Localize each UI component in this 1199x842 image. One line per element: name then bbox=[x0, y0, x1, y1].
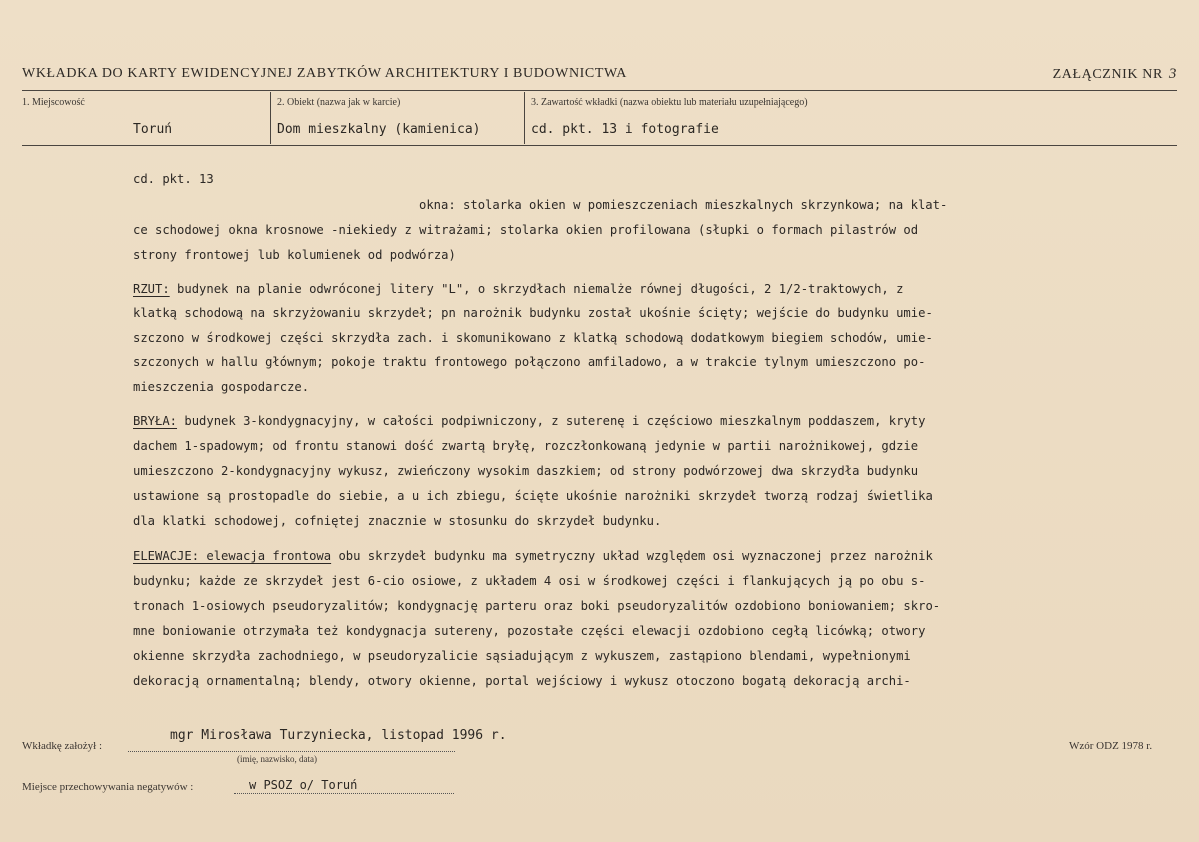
filed-by-caption: (imię, nazwisko, data) bbox=[237, 754, 317, 764]
rzut-heading: RZUT: bbox=[133, 282, 170, 296]
locality-label: 1. Miejscowość bbox=[22, 97, 85, 108]
bryla-line: dachem 1-spadowym; od frontu stanowi dość zwartą bryłę, rozczłonkowaną jedynie w partii narożnikowej, gdzie bbox=[133, 439, 919, 453]
form-title: WKŁADKA DO KARTY EWIDENCYJNEJ ZABYTKÓW ARCHITEKTURY I BUDOWNICTWA bbox=[22, 66, 627, 81]
elewacje-heading: ELEWACJE: elewacja frontowa bbox=[133, 549, 332, 563]
windows-line: ce schodowej okna krosnowe -niekiedy z witrażami; stolarka okien profilowana (słupki o formach pilastrów od bbox=[133, 223, 919, 237]
field-divider bbox=[524, 92, 525, 144]
windows-line: okna: stolarka okien w pomieszczeniach mieszkalnych skrzynkowa; na klat- bbox=[419, 198, 948, 212]
locality-value: Toruń bbox=[133, 122, 173, 137]
rzut-line: szczono w środkowej części skrzydła zach. i skomunikowano z klatką schodową dodatkowym biegiem schodów, umie- bbox=[133, 331, 933, 345]
object-label: 2. Obiekt (nazwa jak w karcie) bbox=[277, 97, 401, 108]
negatives-location-value: w PSOZ o/ Toruń bbox=[249, 778, 358, 792]
continuation-note: cd. pkt. 13 bbox=[133, 172, 214, 186]
filed-by-dotted-line bbox=[128, 751, 455, 752]
elewacje-line: budynku; każde ze skrzydeł jest 6-cio osiowe, z układem 4 osi w środkowej części i flankujących ją po obu s- bbox=[133, 574, 926, 588]
windows-line: strony frontowej lub kolumienek od podwórza) bbox=[133, 248, 456, 262]
negatives-dotted-line bbox=[234, 793, 454, 794]
bryla-line: umieszczono 2-kondygnacyjny wykusz, zwieńczony wysokim daszkiem; od strony podwórzowej dwa skrzydła budynku bbox=[133, 464, 919, 478]
rzut-line: mieszczenia gospodarcze. bbox=[133, 380, 310, 394]
attachment-number-value: 3 bbox=[1168, 66, 1177, 82]
filed-by-label: Wkładkę założył : bbox=[22, 740, 103, 752]
attachment-number bbox=[1053, 66, 1177, 83]
elewacje-line: tronach 1-osiowych pseudoryzalitów; kondygnację parteru oraz boki pseudoryzalitów ozdobiono boniowaniem; skro- bbox=[133, 599, 941, 613]
filed-by-value: mgr Mirosława Turzyniecka, listopad 1996 r. bbox=[170, 728, 507, 743]
bryla-line: ustawione są prostopadle do siebie, a u ich zbiegu, ścięte ukośnie narożniki skrzydeł tworzą rodzaj świetlika bbox=[133, 489, 933, 503]
elewacje-line: okienne skrzydła zachodniego, w pseudoryzalicie sąsiadującym z wykuszem, zastąpiono blendami, wypełnionymi bbox=[133, 649, 911, 663]
elewacje-line: mne boniowanie otrzymała też kondygnacja sutereny, pozostałe części elewacji ozdobiono cegłą licówką; otwory bbox=[133, 624, 926, 638]
form-reference: Wzór ODZ 1978 r. bbox=[1069, 740, 1153, 752]
rzut-line: klatką schodową na skrzyżowaniu skrzydeł; pn narożnik budynku został ukośnie ścięty; wejście do budynku umie- bbox=[133, 306, 933, 320]
bryla-line: BRYŁA: budynek 3-kondygnacyjny, w całości podpiwniczony, z suterenę i częściowo mieszkalnym poddaszem, kryty bbox=[133, 414, 926, 428]
elewacje-line: ELEWACJE: elewacja frontowa obu skrzydeł budynku ma symetryczny układ względem osi wyznaczonej przez narożnik bbox=[133, 549, 933, 563]
contents-value: cd. pkt. 13 i fotografie bbox=[531, 122, 719, 137]
negatives-location-label: Miejsce przechowywania negatywów : bbox=[22, 781, 194, 793]
attachment-label: ZAŁĄCZNIK NR bbox=[1052, 67, 1163, 82]
rzut-line: RZUT: budynek na planie odwróconej litery "L", o skrzydłach niemalże równej długości, 2 1/2-traktowych, z bbox=[133, 282, 904, 296]
object-value: Dom mieszkalny (kamienica) bbox=[277, 122, 481, 137]
bryla-heading: BRYŁA: bbox=[133, 414, 178, 428]
fields-rule bbox=[22, 145, 1177, 146]
header-rule bbox=[22, 90, 1177, 91]
contents-label: 3. Zawartość wkładki (nazwa obiektu lub materiału uzupełniającego) bbox=[531, 97, 808, 108]
elewacje-line: dekoracją ornamentalną; blendy, otwory okienne, portal wejściowy i wykusz otoczono bogatą dekoracją archi- bbox=[133, 674, 911, 688]
bryla-line: dla klatki schodowej, cofniętej znacznie w stosunku do skrzydeł budynku. bbox=[133, 514, 662, 528]
field-divider bbox=[270, 92, 271, 144]
rzut-line: szczonych w hallu głównym; pokoje traktu frontowego połączono amfiladowo, a w trakcie tylnym umieszczono po- bbox=[133, 355, 926, 369]
